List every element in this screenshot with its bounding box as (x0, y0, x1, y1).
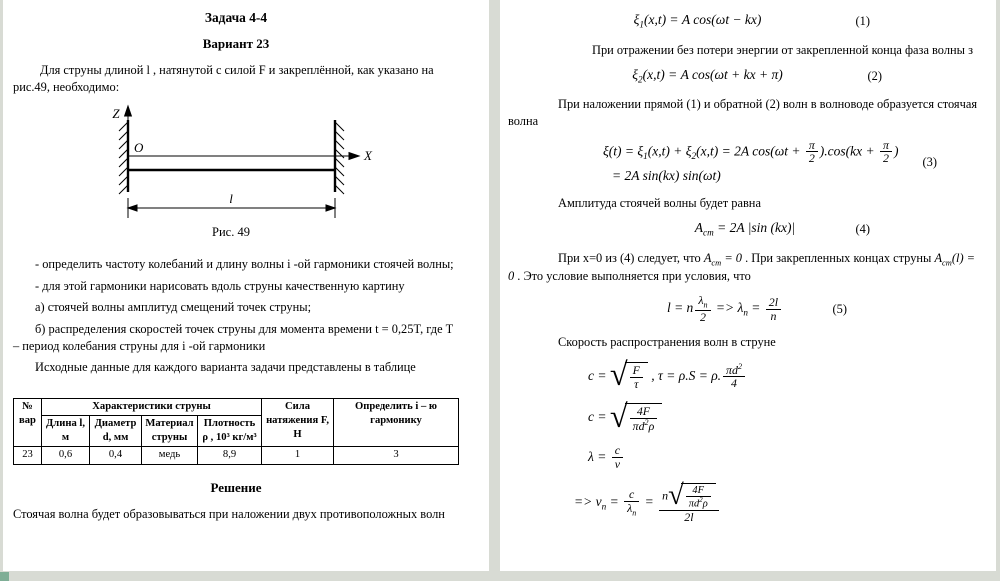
equation-1-number: (1) (855, 14, 870, 29)
variant-subtitle: Вариант 23 (202, 35, 270, 51)
equation-4 (508, 219, 982, 240)
condition-text-c: . Это условие выполняется при условия, что (514, 268, 751, 283)
task-item-4: б) распределения скоростей точек струны для момента времени t = 0,25T, где Т – период колебания струны для i -ой гармоники (13, 322, 454, 353)
equation-speed-tension (588, 357, 982, 394)
equation-4-number: (4) (855, 222, 870, 237)
equation-frequency-body: => $\nu_n$ = $\frac{c}{\lambda_n}$ = n √ $\frac{4F}{\pi d^2\rho}$ 2l (574, 494, 721, 509)
task-list (13, 256, 459, 376)
cell-diameter: 0,4 (90, 447, 142, 464)
cell-force: 1 (262, 447, 334, 464)
condition-math-2: $A_{ст}(l) = 0$ (508, 250, 976, 283)
header-diameter: Диаметр d, мм (90, 416, 142, 447)
equation-3-number: (3) (922, 154, 937, 169)
string-diagram-svg (13, 104, 459, 242)
equation-wavelength (588, 444, 982, 471)
page-title: Задача 4-4 (204, 10, 268, 25)
equation-speed-result (588, 398, 982, 435)
equation-speed-tension-body: c = √ $\frac{F}{\tau}$ , τ = ρ.S = ρ. $\frac{\pi d^2}{4}$ (588, 368, 747, 383)
solution-paragraph: Стоячая волна будет образовываться при наложении двух противоположных волн (13, 507, 445, 521)
axis-z-label: Z (112, 105, 120, 121)
equation-2-number: (2) (867, 69, 882, 83)
equation-5 (508, 294, 982, 324)
equation-1 (508, 11, 982, 32)
header-density: Плотность ρ , 10³ кг/м³ (198, 416, 262, 447)
figure-caption: Рис. 49 (212, 224, 250, 239)
x-axis-arrow (349, 152, 359, 159)
header-material: Материал струны (142, 416, 198, 447)
equation-4-body: $A_{ст} = 2A$ |sin (kx)| (694, 219, 796, 238)
cell-variant: 23 (14, 447, 42, 464)
cell-material: медь (142, 447, 198, 464)
task-item-2: - для этой гармоники нарисовать вдоль струны качественную картину (35, 278, 405, 293)
header-variant: № вар (14, 398, 42, 447)
equation-3 (603, 139, 982, 185)
cell-length: 0,6 (42, 447, 90, 464)
condition-math-1: $A_{ст} = 0$ (703, 250, 742, 268)
task-item-5: Исходные данные для каждого варианта задачи представлены в таблице (35, 360, 416, 375)
page-left (3, 0, 489, 571)
cell-harmonic: 3 (334, 447, 459, 464)
solution-heading: Решение (210, 479, 262, 495)
header-length: Длина l, м (42, 416, 90, 447)
dimension-arrow-left (128, 204, 137, 210)
paragraph-reflection: При отражении без потери энергии от закрепленной конца фаза волны з (592, 42, 973, 57)
paragraph-superposition: При наложении прямой (1) и обратной (2) волн в волноводе образуется стоячая волна (508, 97, 978, 128)
length-label: l (229, 190, 233, 206)
table-header-row-1 (14, 398, 459, 415)
equation-5-body: l = n $\frac{\lambda_n}{2}$ => $\lambda_n$ = $\frac{2l}{n}$ (667, 300, 783, 315)
figure-rys-49 (13, 104, 459, 247)
condition-text-a: При x=0 из (4) следует, что (558, 250, 704, 265)
axis-x-label: X (364, 147, 372, 163)
equation-5-number: (5) (832, 302, 847, 316)
dimension-arrow-right (326, 204, 335, 210)
equation-2-body: $\xi_2(x,t) = A$ cos(ωt + kx + π) (632, 66, 783, 85)
equation-1-body: $\xi_1(x,t) = A$ cos(ωt − kx) (633, 12, 762, 30)
origin-label: O (134, 139, 144, 155)
paragraph-amplitude: Амплитуда стоячей волны будет равна (558, 195, 761, 210)
task-item-1: - определить частоту колебаний и длину волны i -ой гармоники стоячей волны; (35, 257, 454, 272)
header-string-characteristics: Характеристики струны (42, 398, 262, 415)
table-data-row (14, 447, 459, 464)
task-item-3: а) стоячей волны амплитуд смещений точек струны; (35, 300, 312, 315)
corner-accent (0, 572, 9, 581)
intro-paragraph: Для струны длиной l , натянутой с силой F и закреплённой, как указано на рис.49, необходимо: (13, 63, 434, 94)
header-harmonic: Определить i – ю гармонику (334, 398, 459, 447)
condition-text-b: . При закрепленных концах струны (742, 250, 935, 265)
equation-2 (508, 66, 982, 87)
variants-table (13, 398, 459, 465)
equation-3-line-1: $\xi(t) = \xi_1(x,t) + \xi_2(x,t) = 2A$ cos(ωt + $\frac{\pi}{2}$ ).cos(kx + $\frac{\pi}{2}$ ) (603, 137, 899, 166)
cell-density: 8,9 (198, 447, 262, 464)
z-axis-arrow (125, 106, 132, 116)
equation-speed-result-body: c = √ $\frac{4F}{\pi d^2\rho}$ (588, 409, 662, 424)
paragraph-condition (508, 250, 982, 285)
right-wall-hatching (335, 122, 344, 194)
equation-wavelength-body: λ = $\frac{c}{\nu}$ (588, 449, 625, 464)
paragraph-speed: Скорость распространения волн в струне (558, 335, 776, 350)
equation-frequency (574, 480, 982, 525)
equation-3-line-2: = 2A sin(kx) sin(ωt) (612, 168, 721, 184)
left-wall-hatching (119, 122, 128, 194)
page-right (500, 0, 996, 571)
header-tension-force: Сила натяжения F, Н (262, 398, 334, 447)
